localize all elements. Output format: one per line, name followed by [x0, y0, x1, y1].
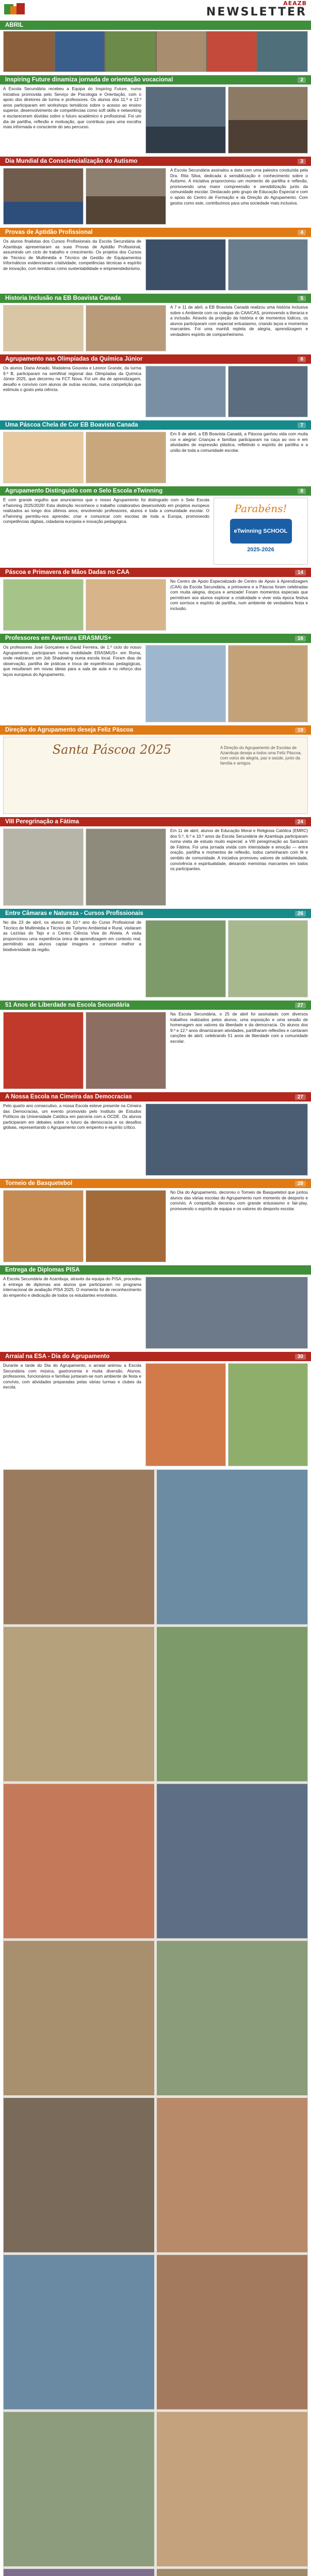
section-number: 7	[298, 422, 306, 428]
photo-pascoa-1	[3, 432, 84, 483]
photo-cimeira	[145, 1104, 308, 1176]
section-bar-abril	[0, 21, 311, 30]
article-liberdade: Na Escola Secundária, o 25 de abril foi assinalado com diversos trabalhos realizados pelos alunos, uma exposição e uma sessão de homenagem aos valores da liberdade e da democracia. Os alunos dos 9.º e 12.º anos dinamizaram atividades, partilharam reflexões e cantaram canções de abril, celebrando 51 anos de liberdade com a comunidade escolar.	[170, 1012, 308, 1044]
article-basquetebol: No Dia do Agrupamento, decorreu o Torneio de Basquetebol que juntou alunos das várias escolas do Agrupamento num momento de desporto e convívio. A competição decorreu com grande entusiasmo e fair-play, promovendo o espírito de equipa e os valores do desporto escolar.	[170, 1190, 308, 1211]
article-cimeira: Pelo quarto ano consecutivo, a nossa Escola esteve presente na Cimeira das Democracias, um evento promovido pelo Instituto de Estudos Políticos da Universidade Católica em parceria com a OCDE. Os alunos participaram em debates sobre o futuro da democracia e os desafios globais, representando o Agrupamento com empenho e espírito crítico.	[3, 1104, 141, 1130]
newsletter-brand	[206, 0, 307, 18]
photo-pap-2	[228, 239, 308, 291]
section-bar-cameras	[0, 909, 311, 918]
easter-card-title: Santa Páscoa 2025	[52, 742, 172, 757]
section-number: 26	[295, 911, 306, 917]
section-number: 8	[298, 488, 306, 494]
section-bar-erasmus	[0, 634, 311, 643]
photo-pascoa-2	[86, 432, 166, 483]
section-title: Agrupamento nas Olimpíadas da Química Júnior	[5, 356, 143, 362]
section-title: Uma Páscoa Chela de Cor EB Boavista Canada	[5, 422, 138, 428]
easter-card	[3, 737, 308, 814]
section-number: 27	[295, 1094, 306, 1100]
section-title: Torneio de Basquetebol	[5, 1180, 73, 1187]
photo-arraial-2	[228, 1363, 308, 1466]
section-bar-pisa	[0, 1265, 311, 1275]
photo-caa-2	[86, 579, 166, 631]
section-bar-fatima	[0, 817, 311, 826]
section-title: Direção do Agrupamento deseja Feliz Páscoa	[5, 727, 134, 733]
photo-arraial-1	[145, 1363, 226, 1466]
brand-small: AEAZB	[283, 0, 307, 7]
brand-big: NEWSLETTER	[206, 6, 307, 19]
section-number: 2	[298, 77, 306, 83]
section-title: Inspiring Future dinamiza jornada de orientação vocacional	[5, 77, 173, 83]
section-title: Arraial na ESA - Dia do Agrupamento	[5, 1353, 110, 1360]
section-bar-inspiring-future	[0, 75, 311, 84]
photo-basquete-1	[3, 1190, 84, 1262]
article-fatima: Em 11 de abril, alunos de Educação Moral e Religiosa Católica (EMRC) dos 5.º, 6.º e 10.º anos da Escola Secundária de Azambuja participaram numa visita de estudo muito especial: a VIII peregrinação ao Santuário de Fátima. Foi uma jornada vivida com intensidade e emoção — entre oração, partilha e momentos de reflexão, todos caminharam com fé e sentido de comunidade. A iniciativa promoveu valores de solidariedade, convivência e espiritualidade, deixando memórias marcantes em todos os participantes.	[170, 828, 308, 872]
photo-pisa	[145, 1277, 308, 1349]
section-number: 6	[298, 357, 306, 362]
section-title: Páscoa e Primavera de Mãos Dadas no CAA	[5, 569, 129, 575]
article-autismo: A Escola Secundária assinalou a data com uma palestra conduzida pela Dra. Rita Silva, dedicada à sensibilização e conhecimento sobre o Autismo. A iniciativa proporcionou um momento de partilha e reflexão, promovendo uma maior compreensão e sensibilização junto da comunidade escolar. Destacado pelo grupo de Educação Especial e com o apoio do Centro de Formação e da Direção do Agrupamento. Com gestos como este, contribuímos para uma sociedade mais inclusiva.	[170, 168, 308, 206]
section-bar-feliz-pascoa	[0, 725, 311, 735]
article-arraial: Durante a tarde do Dia do Agrupamento, o arraial animou a Escola Secundária com música, gastronomia e muita diversão. Alunos, professores, funcionários e famílias juntaram-se num ambiente de festa e convívio, com atividades preparadas pelas várias turmas e clubes da escola.	[3, 1363, 141, 1390]
section-bar-olimpiadas	[0, 354, 311, 364]
photo-liberdade-2	[86, 1012, 166, 1089]
article-inspiring-future: A Escola Secundária recebeu a Equipa do Inspiring Future, numa iniciativa promovida pelo Serviço de Psicologia e Orientação, com o apoio dos diretores de turma e professores. Os alunos dos 11.º e 12.º anos participaram em workshops temáticos sobre o acesso ao ensino superior, desenvolvimento de competências como soft skills e networking e esclareceram dúvidas sobre o futuro académico e profissional. Foi um dia de partilha, reflexão e motivação, que contribuiu para uma escolha mais informada e consciente do seu percurso.	[3, 87, 141, 130]
article-olimpiadas: Os alunos Diana Amado, Madalena Gouveia e Leonor Grande, da turma 9.º B, participaram na semifinal regional das Olimpíadas da Química Júnior 2025, que decorreu na FCT Nova. Foi um dia de aprendizagem, desafio e convívio com alunos de outras escolas, numa competição que estimula o gosto pela ciência.	[3, 366, 141, 393]
section-title: VIII Peregrinação a Fátima	[5, 819, 79, 825]
article-historia: A 7 e 11 de abril, a EB Boavista Canadá realizou uma história inclusiva sobre o Ambiente com os colegas do CAA/CAS, promovendo a literacia e a inclusão. Através da projeção da história e de momentos lúdicos, os alunos participaram com especial entusiasmo, criando laços e momentos marcantes. Foi uma manhã repleta de alegria, aprendizagem e verdadeiro espírito de companheirismo.	[170, 305, 308, 337]
article-etwinning: É com grande orgulho que anunciamos que o nosso Agrupamento foi distinguido com o Selo Escola eTwinning 2025/2026! Esta distinção reconhece o trabalho colaborativo desenvolvido em projetos europeus realizados ao longo dos últimos anos, envolvendo professores, alunos e toda a comunidade escolar. O eTwinning permitiu-nos aprender, criar e comunicar com escolas de toda a Europa, promovendo competências digitais, cidadania europeia e inovação pedagógica.	[3, 498, 209, 524]
photo-fatima-1	[3, 828, 84, 906]
section-title: Professores em Aventura ERASMUS+	[5, 635, 111, 641]
section-bar-cimeira	[0, 1092, 311, 1101]
hero-photo-strip	[3, 31, 308, 72]
section-bar-basquetebol	[0, 1179, 311, 1188]
section-bar-pascoa-boavista	[0, 420, 311, 430]
section-number: 19	[295, 727, 306, 733]
section-title: ABRIL	[5, 22, 24, 28]
section-bar-historia	[0, 294, 311, 303]
article-pap: Os alunos finalistas dos Cursos Profissionais da Escola Secundária de Azambuja apresentaram as suas Provas de Aptidão Profissional, assumindo um ciclo de trabalho e crescimento. Os projetos dos Cursos de Técnico de Multimédia e Técnico de Gestão de Equipamentos Informáticos evidenciaram criatividade, competências técnicas e espírito de inovação, com temáticas como sustentabilidade e empreendedorismo.	[3, 239, 141, 271]
photo-pap-1	[145, 239, 226, 291]
article-pascoa-boavista: Em 9 de abril, a EB Boavista Canadá, a Páscoa ganhou vida com muita cor e alegria! Crianças e famílias participaram na caça ao ovo e em atividades de expressão plástica, refletindo o espírito de partilha e a união de toda a comunidade escolar.	[170, 432, 308, 453]
section-bar-liberdade	[0, 1001, 311, 1010]
section-title: Historia Inclusão na EB Boavista Canada	[5, 295, 121, 301]
section-number: 28	[295, 1181, 306, 1187]
section-title: A Nossa Escola na Cimeira das Democracias	[5, 1094, 132, 1100]
section-number: 16	[295, 636, 306, 641]
photo-cameras-1	[145, 920, 226, 997]
photo-olimpiadas-2	[228, 366, 308, 417]
photo-erasmus-2	[228, 645, 308, 722]
section-title: Dia Mundial da Consciencialização do Autismo	[5, 158, 138, 164]
photo-olimpiadas-1	[145, 366, 226, 417]
article-pisa: A Escola Secundária de Azambuja, através da equipa do PISA, procedeu à entrega de diplomas aos alunos que participaram no programa internacional de avaliação PISA 2025. O momento foi de reconhecimento do empenho e dedicação de todos os estudantes envolvidos.	[3, 1277, 141, 1298]
section-title: Entre Câmaras e Natureza - Cursos Profissionais	[5, 910, 143, 917]
section-number: 4	[298, 230, 306, 235]
photo-liberdade-1	[3, 1012, 84, 1089]
section-number: 3	[298, 159, 306, 164]
section-title: Provas de Aptidão Profissional	[5, 229, 93, 235]
section-bar-autismo	[0, 157, 311, 166]
photo-historia-2	[86, 305, 166, 351]
section-number: 24	[295, 819, 306, 825]
section-bar-pap	[0, 228, 311, 237]
section-number: 5	[298, 296, 306, 301]
photo-inspiring-2	[228, 87, 308, 154]
section-title: Entrega de Diplomas PISA	[5, 1267, 80, 1273]
section-bar-arraial	[0, 1352, 311, 1361]
article-caa: No Centro de Apoio Especializado de Centro de Apoio à Aprendizagem (CAA) da Escola Secundária, a primavera e a Páscoa foram celebradas com muita alegria, doçura e amizade! Foram momentos especiais que permitiram aos alunos explorar a criatividade e viver esta época festiva com sorrisos e espírito de partilha, num ambiente de verdadeira festa e inclusão.	[170, 579, 308, 611]
etwinning-logo: eTwinning SCHOOL	[230, 519, 292, 544]
photo-cameras-2	[228, 920, 308, 997]
photo-autismo-2	[86, 168, 166, 225]
section-bar-etwinning	[0, 486, 311, 496]
photo-basquete-2	[86, 1190, 166, 1262]
article-erasmus: Os professores José Gonçalves e David Ferreira, de 1.º ciclo do nosso Agrupamento, participaram numa mobilidade ERASMUS+ em Roma, onde realizaram um Job Shadowing numa escola local. Foram dias de observação, partilha de práticas e troca de experiências pedagógicas, que resultaram em novas ideias para a sala de aula e no reforço dos laços europeus do Agrupamento.	[3, 645, 141, 677]
photo-gallery-dia-agrupamento	[3, 1469, 308, 2576]
section-title: Agrupamento Distinguido com o Selo Escola eTwinning	[5, 488, 163, 494]
article-cameras: No dia 23 de abril, os alunos do 10.º ano do Curso Profissional de Técnico de Multimédia e Técnico de Turismo Ambiental e Rural, visitaram as Lezírias do Tejo e o Centro Ciência Viva do Alviela. A visita proporcionou uma experiência única de aprendizagem em contexto real, permitindo aos alunos captar imagens e conhecer melhor a biodiversidade da região.	[3, 920, 141, 952]
photo-erasmus-1	[145, 645, 226, 722]
section-number: 14	[295, 570, 306, 575]
etwinning-years: 2025-2026	[247, 547, 274, 553]
photo-historia-1	[3, 305, 84, 351]
school-logo	[3, 2, 27, 16]
photo-autismo-1	[3, 168, 84, 225]
etwinning-congrats: Parabéns!	[234, 502, 287, 515]
etwinning-badge	[214, 498, 308, 565]
page-header	[0, 0, 311, 19]
section-number: 27	[295, 1003, 306, 1008]
section-number: 30	[295, 1354, 306, 1360]
photo-caa-1	[3, 579, 84, 631]
section-bar-caa	[0, 568, 311, 577]
easter-card-message: A Direção do Agrupamento de Escolas de Azambuja deseja a todos uma Feliz Páscoa, com votos de alegria, paz e saúde, junto da família e amigos.	[220, 745, 302, 766]
section-title: 51 Anos de Liberdade na Escola Secundária	[5, 1002, 130, 1008]
photo-fatima-2	[86, 828, 166, 906]
photo-inspiring-1	[145, 87, 226, 154]
